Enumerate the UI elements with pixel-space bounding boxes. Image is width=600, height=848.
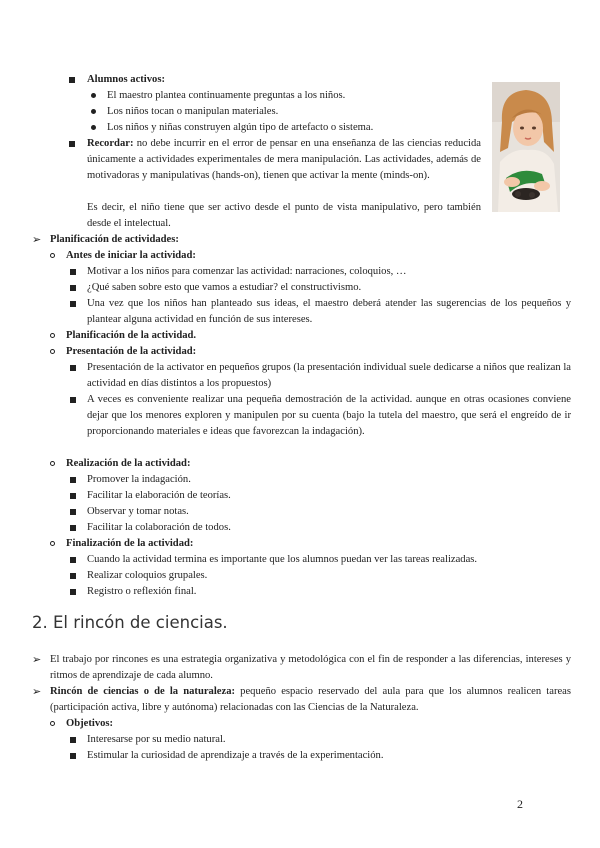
section-heading: 2. El rincón de ciencias. [32, 613, 228, 632]
recordar-text: no debe incurrir en el error de pensar en una enseñanza de las ciencias reducida únicamente a actividades experimentales de mera manipulación. Las actividades, además de motivadoras y manipulativas (hands-on), tienen que activar la mente (minds-on). [87, 138, 481, 181]
bullet-dot-icon [91, 93, 96, 98]
list-item: Los niños y niñas construyen algún tipo de artefacto o sistema. [107, 122, 374, 133]
objetivos-title: Objetivos: [66, 718, 114, 729]
bullet-square-icon [70, 557, 76, 563]
bullet-square-icon [70, 573, 76, 579]
bullet-square-icon [70, 493, 76, 499]
fin-title: Finalización de la actividad: [66, 538, 194, 549]
list-item: Interesarse por su medio natural. [87, 734, 226, 745]
rincon-ciencias-text: pequeño espacio reservado del aula para que los alumnos realicen tareas (participación activa, libre y autónoma) relacionadas con las Ciencias de la Naturaleza. [50, 686, 571, 713]
bullet-square-icon [70, 269, 76, 275]
bullet-square-icon [70, 477, 76, 483]
bullet-square-icon [70, 753, 76, 759]
list-item: Observar y tomar notas. [87, 506, 189, 517]
bullet-square-icon [70, 509, 76, 515]
list-item: Facilitar la elaboración de teorías. [87, 490, 231, 501]
bullet-circle-icon [50, 349, 55, 354]
arrow-bullet-icon: ➢ [32, 685, 42, 698]
bullet-square-icon [70, 737, 76, 743]
bullet-circle-icon [50, 541, 55, 546]
list-item: Estimular la curiosidad de aprendizaje a través de la experimentación. [87, 750, 384, 761]
arrow-bullet-icon: ➢ [32, 233, 42, 246]
antes-title: Antes de iniciar la actividad: [66, 250, 196, 261]
list-item: ¿Qué saben sobre esto que vamos a estudiar? el constructivismo. [87, 282, 362, 293]
list-item: Los niños tocan o manipulan materiales. [107, 106, 279, 117]
list-item: A veces es conveniente realizar una pequeña demostración de la actividad. aunque en otras ocasiones conviene dejar que los menores exploren y manipulen por su cuenta (bajo la tutela del maestro, que será el engreído de ir proporcionando materiales e ideas que favorezcan la indagación). [87, 394, 571, 437]
page-number: 2 [517, 797, 523, 811]
pres-title: Presentación de la actividad: [66, 346, 197, 357]
bullet-dot-icon [91, 125, 96, 130]
list-item: Cuando la actividad termina es importante que los alumnos puedan ver las tareas realizadas. [87, 554, 478, 565]
child-photo [492, 82, 560, 212]
list-item: Registro o reflexión final. [87, 586, 197, 597]
arrow-bullet-icon: ➢ [32, 653, 42, 666]
real-title: Realización de la actividad: [66, 458, 191, 469]
bullet-circle-icon [50, 461, 55, 466]
bullet-circle-icon [50, 333, 55, 338]
planificacion-title: Planificación de actividades: [50, 234, 179, 245]
list-item: El maestro plantea continuamente preguntas a los niños. [107, 90, 346, 101]
bullet-square-icon [70, 589, 76, 595]
list-item: Realizar coloquios grupales. [87, 570, 208, 581]
list-item: Presentación de la activator en pequeños grupos (la presentación individual suele dedicarse a niños que realizan la actividad en días distintos a los propuestos) [87, 362, 571, 389]
rincon-ciencias-paragraph [50, 684, 571, 716]
plan-title: Planificación de la actividad. [66, 330, 197, 341]
bullet-square-icon [70, 301, 76, 307]
bullet-dot-icon [91, 109, 96, 114]
rincones-paragraph: El trabajo por rincones es una estrategia organizativa y metodológica con el fin de responder a las diferencias, intereses y ritmos de aprendizaje de cada alumno. [50, 654, 571, 681]
bullet-circle-icon [50, 253, 55, 258]
list-item: Motivar a los niños para comenzar las actividad: narraciones, coloquios, … [87, 266, 407, 277]
bullet-square-icon [69, 77, 75, 83]
alumnos-activos-title: Alumnos activos: [87, 74, 165, 85]
list-item: Facilitar la colaboración de todos. [87, 522, 231, 533]
recordar-label: Recordar: [87, 138, 134, 149]
bullet-square-icon [70, 525, 76, 531]
list-item: Promover la indagación. [87, 474, 191, 485]
bullet-circle-icon [50, 721, 55, 726]
bullet-square-icon [69, 141, 75, 147]
bullet-square-icon [70, 285, 76, 291]
list-item: Una vez que los niños han planteado sus ideas, el maestro deberá atender las sugerencias de los pequeños y plantear alguna actividad en función de sus intereses. [87, 298, 571, 325]
rincon-ciencias-label: Rincón de ciencias o de la naturaleza: [50, 686, 236, 697]
bullet-square-icon [70, 365, 76, 371]
recordar-paragraph [87, 136, 481, 184]
recordar-extra: Es decir, el niño tiene que ser activo desde el punto de vista manipulativo, pero también desde el intelectual. [87, 202, 481, 229]
bullet-square-icon [70, 397, 76, 403]
